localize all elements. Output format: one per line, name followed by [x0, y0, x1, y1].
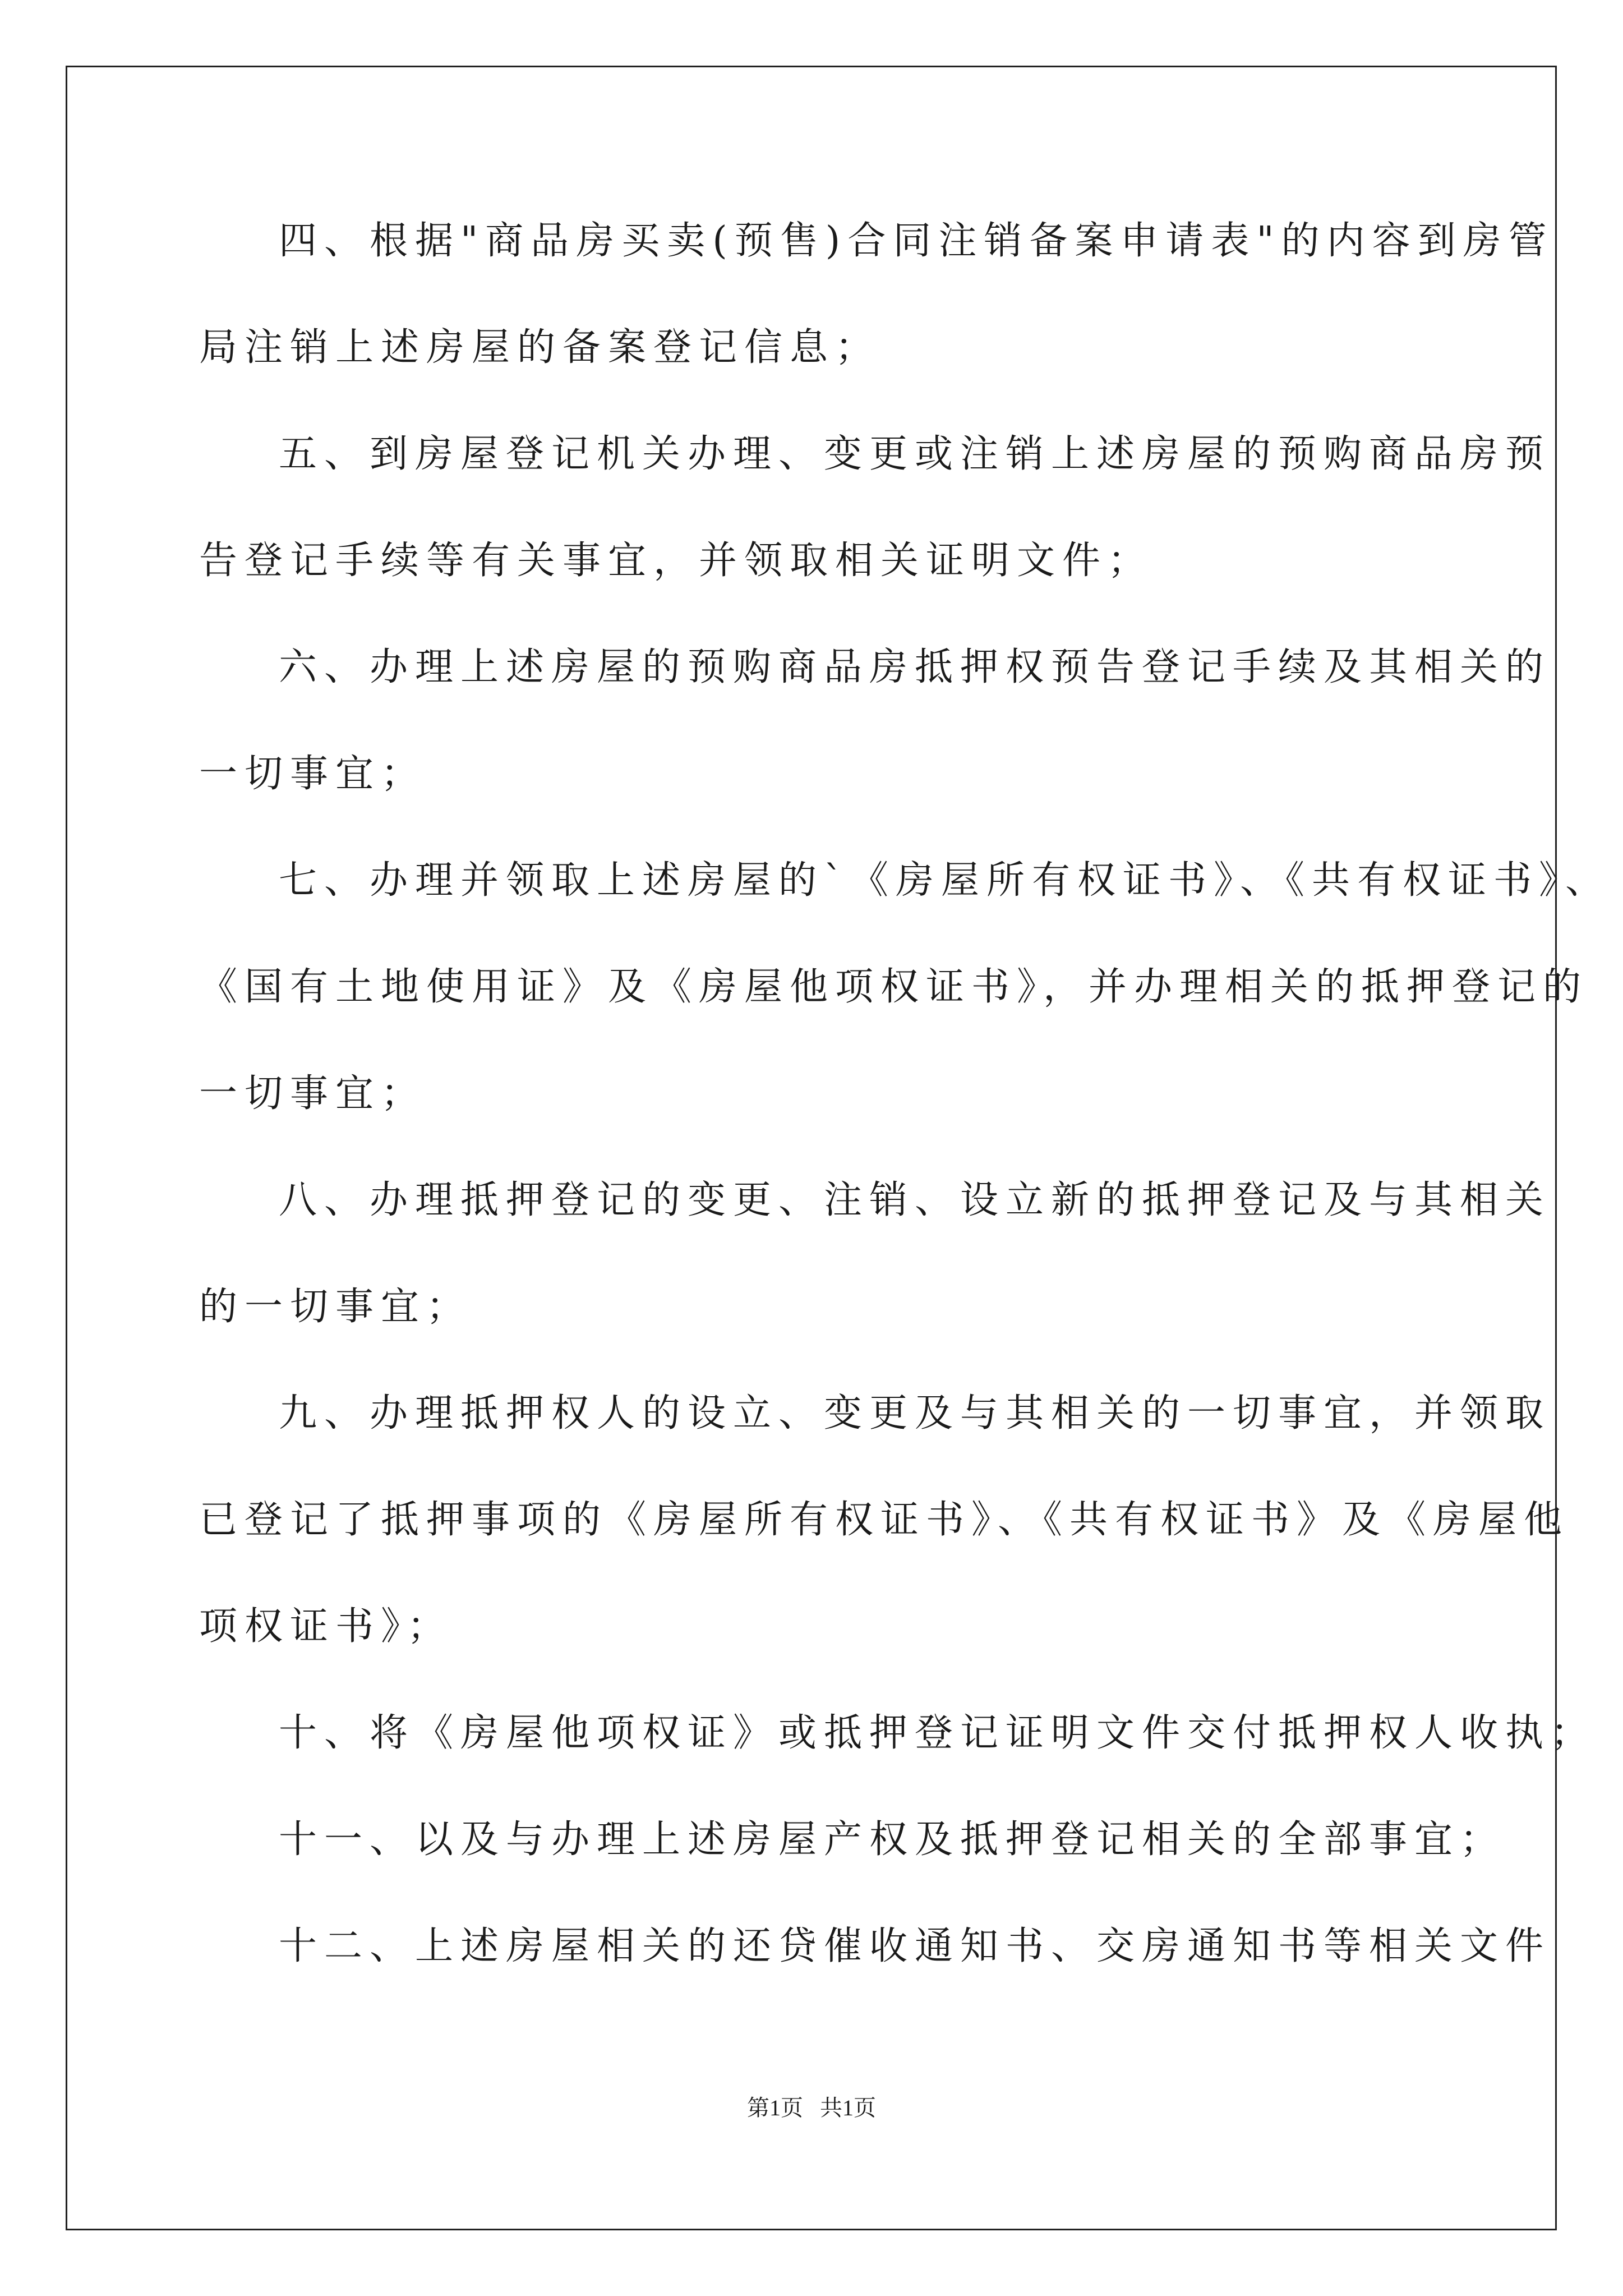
paragraph-line: 项权证书》； — [199, 1604, 453, 1649]
paragraph-line: 已登记了抵押事项的《房屋所有权证书》、《共有权证书》及《房屋他 — [199, 1498, 1570, 1542]
paragraph-line: 四、根据"商品房买卖(预售)合同注销备案申请表"的内容到房管 — [279, 219, 1554, 263]
paragraph-line: 《国有土地使用证》及《房屋他项权证书》，并办理相关的抵押登记的 — [199, 965, 1589, 1009]
paragraph-line: 七、办理并领取上述房屋的`《房屋所有权证书》、《共有权证书》、 — [279, 858, 1611, 903]
paragraph-line: 九、办理抵押权人的设立、变更及与其相关的一切事宜，并领取 — [279, 1391, 1551, 1435]
paragraph-line: 八、办理抵押登记的变更、注销、设立新的抵押登记及与其相关 — [279, 1178, 1551, 1222]
paragraph-line: 十二、上述房屋相关的还贷催收通知书、交房通知书等相关文件 — [279, 1924, 1551, 1968]
paragraph-line: 十、将《房屋他项权证》或抵押登记证明文件交付抵押权人收执； — [279, 1711, 1597, 1755]
paragraph-line: 一切事宜； — [199, 1071, 427, 1116]
paragraph-line: 一切事宜； — [199, 752, 427, 796]
paragraph-line: 局注销上述房屋的备案登记信息； — [199, 325, 881, 370]
paragraph-line: 十一、以及与办理上述房屋产权及抵押登记相关的全部事宜； — [279, 1818, 1506, 1862]
page-border — [66, 66, 1557, 2230]
paragraph-line: 五、到房屋登记机关办理、变更或注销上述房屋的预购商品房预 — [279, 432, 1551, 476]
page-number-footer: 第1页 共1页 — [747, 2095, 876, 2120]
paragraph-line: 告登记手续等有关事宜，并领取相关证明文件； — [199, 539, 1154, 583]
paragraph-line: 六、办理上述房屋的预购商品房抵押权预告登记手续及其相关的 — [279, 645, 1551, 689]
paragraph-line: 的一切事宜； — [199, 1285, 472, 1329]
